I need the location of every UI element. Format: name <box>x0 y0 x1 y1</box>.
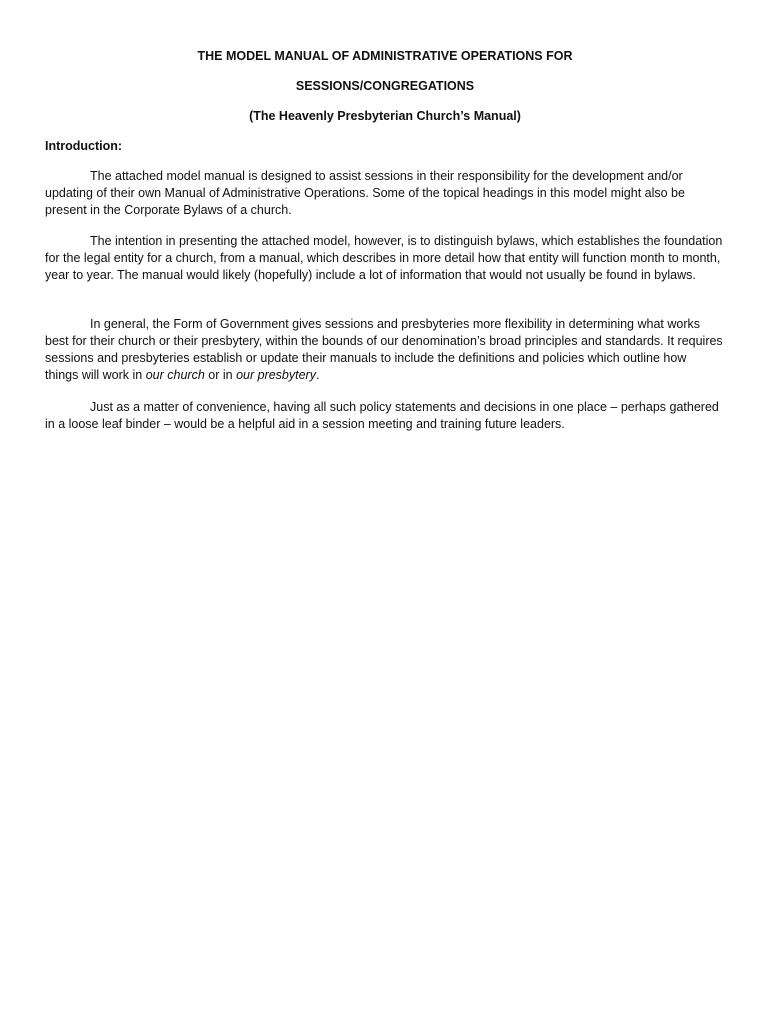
paragraph-3 <box>45 316 723 384</box>
paragraph-2: The intention in presenting the attached model, however, is to distinguish bylaws, which establishes the foundation for the legal entity for a church, from a manual, which describes in more detail how that entity will function month to month, year to year. The manual would likely (hopefully) include a lot of information that would not usually be found in bylaws. <box>45 234 723 282</box>
paragraph-4: Just as a matter of convenience, having all such policy statements and decisions in one place – perhaps gathered in a loose leaf binder – would be a helpful aid in a session meeting and training future leaders. <box>45 400 719 431</box>
paragraph-3-text-1: In general, the Form of Government gives sessions and presbyteries more flexibility in determining what works best for their church or their presbytery, within the bounds of our denomination’s broad principles and standards. It requires sessions and presbyteries establish or update their manuals to include the definitions and policies which outline how things will work in <box>45 317 723 382</box>
paragraph-3-italic-our-church: our church <box>145 368 205 382</box>
document-subtitle: (The Heavenly Presbyterian Church’s Manual) <box>249 109 521 123</box>
document-title-line-1: THE MODEL MANUAL OF ADMINISTRATIVE OPERATIONS FOR <box>197 49 573 63</box>
paragraph-3-italic-our-presbytery: our presbytery <box>236 368 316 382</box>
paragraph-3-text-2: or in <box>204 368 237 382</box>
document-title-line-2: SESSIONS/CONGREGATIONS <box>295 79 475 93</box>
paragraph-1: The attached model manual is designed to assist sessions in their responsibility for the development and/or updating of their own Manual of Administrative Operations. Some of the topical headings in this model might also be present in the Corporate Bylaws of a church. <box>45 169 685 217</box>
section-heading-introduction: Introduction: <box>45 139 123 153</box>
paragraph-3-text-3: . <box>315 368 320 382</box>
